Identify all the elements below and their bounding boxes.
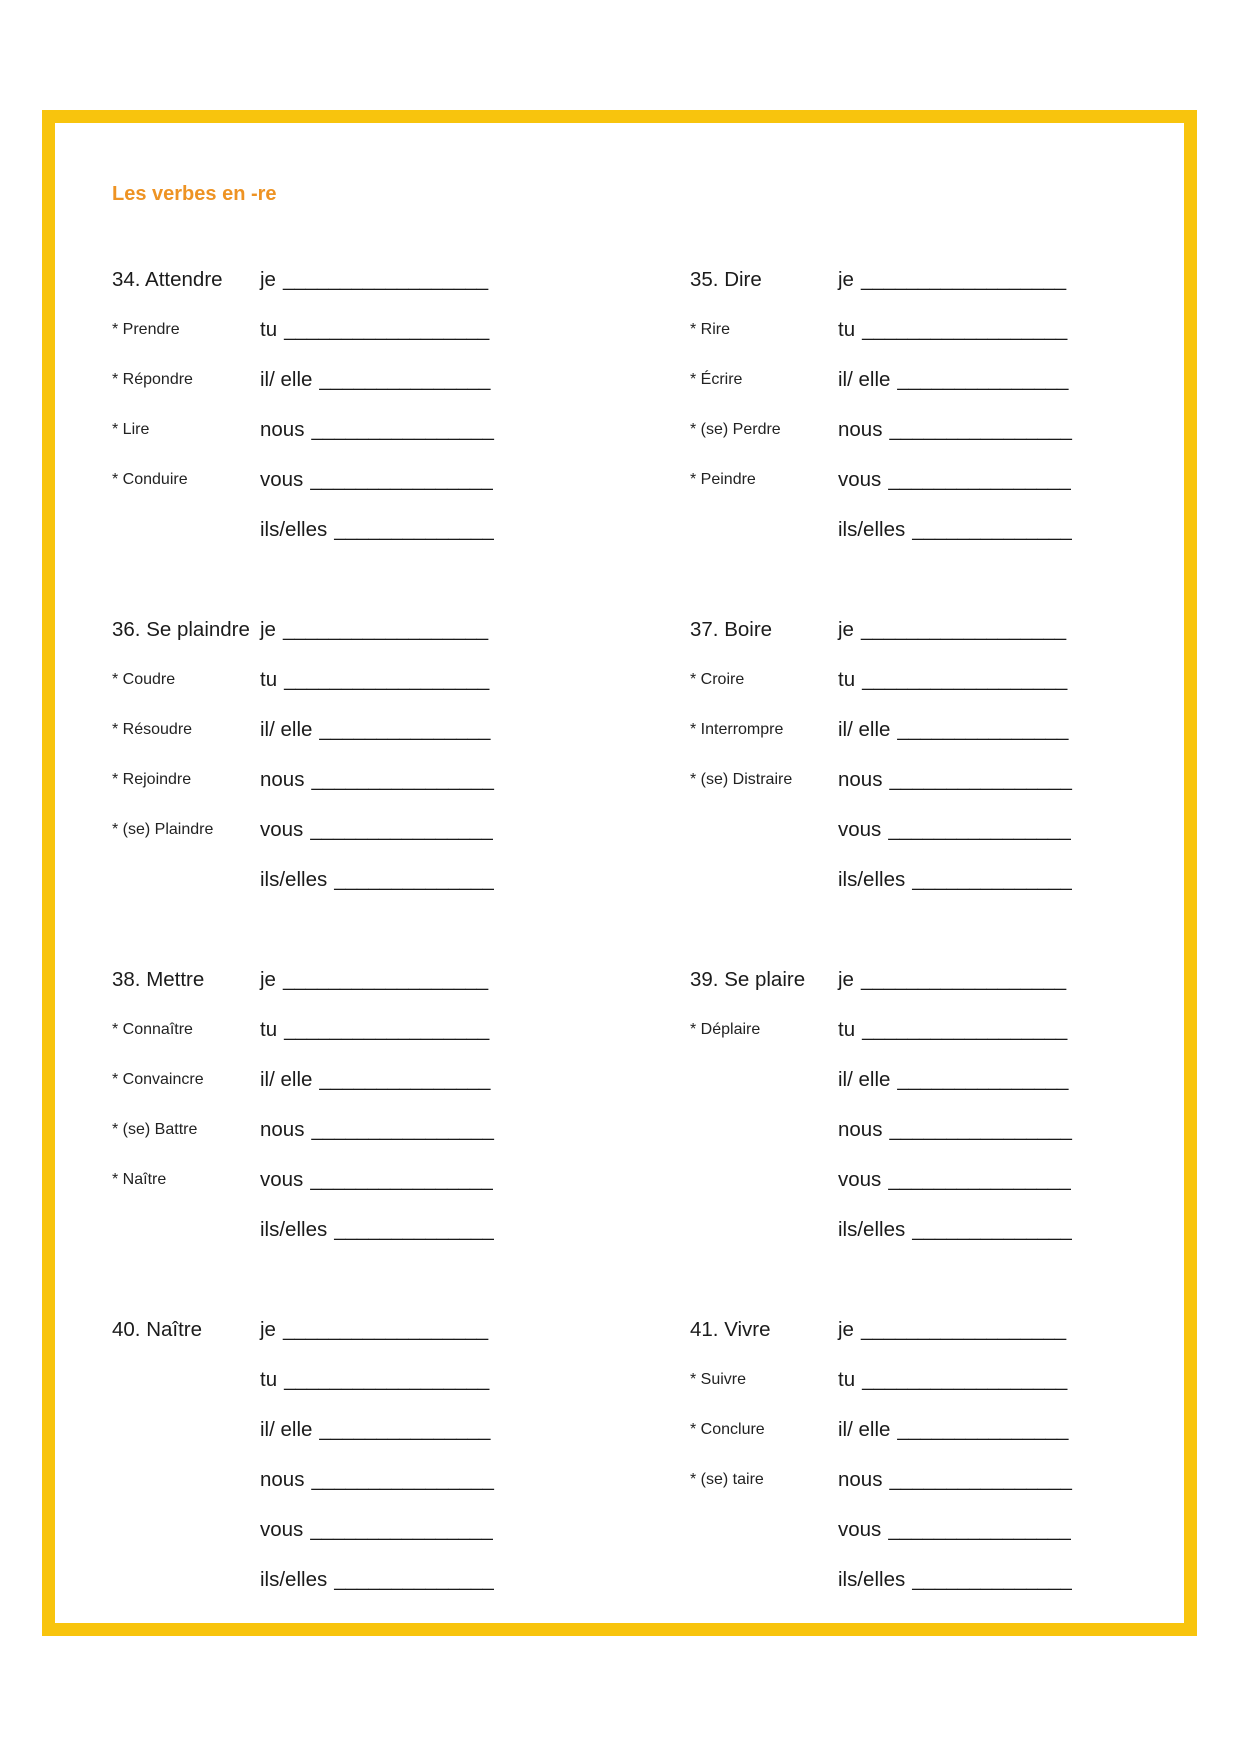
conjugation-row bbox=[112, 305, 690, 355]
exercise-block-36 bbox=[112, 605, 690, 905]
conjugation-row bbox=[112, 355, 690, 405]
conjugation-line bbox=[838, 418, 1072, 442]
section-title: 40. Naître bbox=[112, 1318, 203, 1341]
conjugation-row bbox=[112, 255, 690, 305]
conjugation-row bbox=[112, 1555, 690, 1605]
answer-blank-line: _______________ bbox=[319, 368, 491, 391]
answer-blank-line: __________________ bbox=[860, 1318, 1067, 1341]
section-title: 35. Dire bbox=[690, 268, 762, 291]
pronoun-label: ils/elles bbox=[838, 1218, 906, 1241]
pronoun-label: je bbox=[838, 618, 854, 641]
conjugation-line bbox=[838, 1518, 1071, 1542]
conjugation-line bbox=[838, 1118, 1072, 1142]
answer-blank-line: __________________ bbox=[860, 968, 1067, 991]
answer-blank-line: __________________ bbox=[284, 1018, 490, 1041]
hint-verb-label: * Conduire bbox=[112, 471, 188, 488]
conjugation-line bbox=[838, 1368, 1067, 1392]
conjugation-line bbox=[260, 418, 494, 442]
pronoun-label: ils/elles bbox=[838, 518, 906, 541]
pronoun-label: ils/elles bbox=[260, 1568, 328, 1591]
answer-blank-line: ______________ bbox=[334, 518, 494, 541]
conjugation-row bbox=[690, 455, 1144, 505]
conjugation-line bbox=[838, 1318, 1066, 1342]
section-title: 38. Mettre bbox=[112, 968, 205, 991]
conjugation-line bbox=[260, 518, 494, 542]
answer-blank-line: ________________ bbox=[889, 768, 1072, 791]
answer-blank-line: __________________ bbox=[862, 1368, 1068, 1391]
conjugation-line bbox=[260, 868, 494, 892]
conjugation-line bbox=[260, 268, 488, 292]
conjugation-row bbox=[112, 1005, 690, 1055]
conjugation-line bbox=[260, 368, 490, 392]
conjugation-row bbox=[112, 655, 690, 705]
conjugation-row bbox=[690, 1205, 1144, 1255]
conjugation-row bbox=[112, 1105, 690, 1155]
answer-blank-line: ________________ bbox=[310, 818, 493, 841]
pronoun-label: il/ elle bbox=[260, 1068, 313, 1091]
conjugation-row bbox=[112, 755, 690, 805]
answer-blank-line: __________________ bbox=[284, 318, 490, 341]
conjugation-row bbox=[112, 805, 690, 855]
pronoun-label: il/ elle bbox=[838, 1068, 891, 1091]
pronoun-label: je bbox=[838, 968, 854, 991]
answer-blank-line: ________________ bbox=[888, 818, 1071, 841]
answer-blank-line: ________________ bbox=[889, 1468, 1072, 1491]
pronoun-label: nous bbox=[260, 1468, 305, 1491]
conjugation-line bbox=[838, 1468, 1072, 1492]
conjugation-line bbox=[838, 818, 1071, 842]
pronoun-label: tu bbox=[260, 668, 278, 691]
conjugation-row bbox=[690, 655, 1144, 705]
pronoun-label: nous bbox=[838, 1118, 883, 1141]
answer-blank-line: __________________ bbox=[282, 618, 489, 641]
answer-blank-line: ________________ bbox=[311, 1468, 494, 1491]
conjugation-row bbox=[690, 1355, 1144, 1405]
answer-blank-line: __________________ bbox=[282, 968, 489, 991]
conjugation-row bbox=[690, 1005, 1144, 1055]
answer-blank-line: __________________ bbox=[862, 668, 1068, 691]
pronoun-label: tu bbox=[260, 1368, 278, 1391]
conjugation-line bbox=[260, 818, 493, 842]
answer-blank-line: __________________ bbox=[862, 318, 1068, 341]
answer-blank-line: __________________ bbox=[282, 268, 489, 291]
pronoun-label: ils/elles bbox=[838, 1568, 906, 1591]
conjugation-row bbox=[690, 255, 1144, 305]
pronoun-label: il/ elle bbox=[838, 718, 891, 741]
exercise-block-38 bbox=[112, 955, 690, 1255]
pronoun-label: vous bbox=[260, 1168, 304, 1191]
conjugation-line bbox=[838, 668, 1067, 692]
answer-blank-line: ________________ bbox=[888, 1518, 1071, 1541]
conjugation-line bbox=[260, 1568, 494, 1592]
hint-verb-label: * Écrire bbox=[690, 371, 743, 388]
pronoun-label: tu bbox=[838, 318, 856, 341]
conjugation-row bbox=[112, 455, 690, 505]
conjugation-line bbox=[838, 1168, 1071, 1192]
exercise-block-39 bbox=[690, 955, 1144, 1255]
answer-blank-line: __________________ bbox=[862, 1018, 1068, 1041]
conjugation-row bbox=[112, 1505, 690, 1555]
pronoun-label: vous bbox=[838, 818, 882, 841]
conjugation-row bbox=[690, 1155, 1144, 1205]
exercise-block-40 bbox=[112, 1305, 690, 1605]
hint-verb-label: * Suivre bbox=[690, 1371, 747, 1388]
conjugation-row bbox=[690, 305, 1144, 355]
answer-blank-line: ________________ bbox=[310, 1518, 493, 1541]
conjugation-line bbox=[260, 718, 490, 742]
conjugation-line bbox=[838, 968, 1066, 992]
pronoun-label: tu bbox=[838, 668, 856, 691]
section-title: 37. Boire bbox=[690, 618, 773, 641]
conjugation-line bbox=[838, 1418, 1068, 1442]
pronoun-label: je bbox=[260, 968, 276, 991]
conjugation-line bbox=[838, 768, 1072, 792]
answer-blank-line: ______________ bbox=[912, 1218, 1072, 1241]
hint-verb-label: * Peindre bbox=[690, 471, 756, 488]
answer-blank-line: ______________ bbox=[912, 1568, 1072, 1591]
conjugation-row bbox=[112, 1205, 690, 1255]
answer-blank-line: __________________ bbox=[284, 668, 490, 691]
conjugation-row bbox=[690, 1305, 1144, 1355]
answer-blank-line: ________________ bbox=[889, 418, 1072, 441]
conjugation-line bbox=[838, 1018, 1067, 1042]
answer-blank-line: __________________ bbox=[860, 618, 1067, 641]
pronoun-label: il/ elle bbox=[260, 718, 313, 741]
conjugation-row bbox=[112, 1355, 690, 1405]
pronoun-label: tu bbox=[260, 318, 278, 341]
hint-verb-label: * Interrompre bbox=[690, 721, 784, 738]
conjugation-row bbox=[112, 955, 690, 1005]
answer-blank-line: _______________ bbox=[319, 1418, 491, 1441]
answer-blank-line: _______________ bbox=[897, 1418, 1069, 1441]
pronoun-label: tu bbox=[838, 1018, 856, 1041]
hint-verb-label: * Rire bbox=[690, 321, 731, 338]
hint-verb-label: * Croire bbox=[690, 671, 745, 688]
conjugation-row bbox=[690, 1505, 1144, 1555]
conjugation-line bbox=[260, 1318, 488, 1342]
conjugation-row bbox=[690, 1555, 1144, 1605]
answer-blank-line: __________________ bbox=[282, 1318, 489, 1341]
pronoun-label: nous bbox=[260, 768, 305, 791]
exercise-block-41 bbox=[690, 1305, 1144, 1605]
answer-blank-line: ________________ bbox=[311, 768, 494, 791]
pronoun-label: il/ elle bbox=[260, 368, 313, 391]
conjugation-row bbox=[690, 855, 1144, 905]
conjugation-row bbox=[112, 1055, 690, 1105]
conjugation-row bbox=[690, 955, 1144, 1005]
conjugation-row bbox=[112, 705, 690, 755]
pronoun-label: il/ elle bbox=[260, 1418, 313, 1441]
pronoun-label: ils/elles bbox=[260, 518, 328, 541]
conjugation-line bbox=[838, 368, 1068, 392]
conjugation-line bbox=[260, 1218, 494, 1242]
conjugation-line bbox=[260, 1118, 494, 1142]
answer-blank-line: ________________ bbox=[889, 1118, 1072, 1141]
conjugation-row bbox=[112, 1405, 690, 1455]
conjugation-line bbox=[260, 1018, 489, 1042]
hint-verb-label: * Rejoindre bbox=[112, 771, 192, 788]
answer-blank-line: ______________ bbox=[334, 1568, 494, 1591]
answer-blank-line: __________________ bbox=[284, 1368, 490, 1391]
conjugation-line bbox=[260, 968, 488, 992]
pronoun-label: nous bbox=[260, 1118, 305, 1141]
hint-verb-label: * Résoudre bbox=[112, 721, 193, 738]
hint-verb-label: * Coudre bbox=[112, 671, 176, 688]
hint-verb-label: * Prendre bbox=[112, 321, 180, 338]
conjugation-row bbox=[690, 355, 1144, 405]
answer-blank-line: ______________ bbox=[334, 1218, 494, 1241]
conjugation-row bbox=[690, 605, 1144, 655]
conjugation-line bbox=[838, 268, 1066, 292]
pronoun-label: ils/elles bbox=[260, 1218, 328, 1241]
conjugation-row bbox=[690, 1055, 1144, 1105]
conjugation-line bbox=[838, 1218, 1072, 1242]
answer-blank-line: ______________ bbox=[912, 518, 1072, 541]
pronoun-label: vous bbox=[838, 468, 882, 491]
conjugation-line bbox=[260, 618, 488, 642]
hint-verb-label: * Répondre bbox=[112, 371, 193, 388]
conjugation-line bbox=[260, 1368, 489, 1392]
pronoun-label: nous bbox=[838, 1468, 883, 1491]
pronoun-label: ils/elles bbox=[838, 868, 906, 891]
pronoun-label: ils/elles bbox=[260, 868, 328, 891]
hint-verb-label: * (se) Distraire bbox=[690, 771, 793, 788]
conjugation-line bbox=[838, 868, 1072, 892]
pronoun-label: vous bbox=[260, 818, 304, 841]
pronoun-label: je bbox=[260, 618, 276, 641]
hint-verb-label: * (se) Plaindre bbox=[112, 821, 214, 838]
conjugation-line bbox=[260, 1068, 490, 1092]
conjugation-line bbox=[838, 1568, 1072, 1592]
conjugation-row bbox=[112, 605, 690, 655]
conjugation-row bbox=[690, 405, 1144, 455]
conjugation-row bbox=[112, 1455, 690, 1505]
conjugation-line bbox=[260, 768, 494, 792]
exercise-block-34 bbox=[112, 255, 690, 555]
conjugation-line bbox=[838, 618, 1066, 642]
answer-blank-line: ________________ bbox=[310, 1168, 493, 1191]
pronoun-label: vous bbox=[838, 1168, 882, 1191]
answer-blank-line: ________________ bbox=[311, 1118, 494, 1141]
exercise-block-35 bbox=[690, 255, 1144, 555]
pronoun-label: vous bbox=[260, 468, 304, 491]
section-title: 39. Se plaire bbox=[690, 968, 806, 991]
conjugation-line bbox=[260, 1418, 490, 1442]
exercise-block-37 bbox=[690, 605, 1144, 905]
pronoun-label: il/ elle bbox=[838, 368, 891, 391]
conjugation-row bbox=[690, 1105, 1144, 1155]
conjugation-row bbox=[112, 1155, 690, 1205]
conjugation-line bbox=[260, 1468, 494, 1492]
pronoun-label: tu bbox=[838, 1368, 856, 1391]
pronoun-label: vous bbox=[260, 1518, 304, 1541]
conjugation-line bbox=[838, 318, 1067, 342]
answer-blank-line: _______________ bbox=[897, 1068, 1069, 1091]
conjugation-line bbox=[260, 668, 489, 692]
conjugation-row bbox=[690, 505, 1144, 555]
conjugation-row bbox=[690, 755, 1144, 805]
pronoun-label: nous bbox=[260, 418, 305, 441]
hint-verb-label: * (se) Perdre bbox=[690, 421, 781, 438]
conjugation-row bbox=[690, 805, 1144, 855]
conjugation-line bbox=[838, 468, 1071, 492]
hint-verb-label: * (se) taire bbox=[690, 1471, 764, 1488]
conjugation-row bbox=[112, 1305, 690, 1355]
conjugation-line bbox=[260, 318, 489, 342]
answer-blank-line: ______________ bbox=[334, 868, 494, 891]
answer-blank-line: ________________ bbox=[310, 468, 493, 491]
hint-verb-label: * Déplaire bbox=[690, 1021, 761, 1038]
pronoun-label: je bbox=[260, 268, 276, 291]
pronoun-label: tu bbox=[260, 1018, 278, 1041]
answer-blank-line: __________________ bbox=[860, 268, 1067, 291]
conjugation-row bbox=[112, 505, 690, 555]
section-title: 41. Vivre bbox=[690, 1318, 771, 1341]
conjugation-row bbox=[690, 1405, 1144, 1455]
hint-verb-label: * Naître bbox=[112, 1171, 167, 1188]
hint-verb-label: * Lire bbox=[112, 421, 150, 438]
hint-verb-label: * Convaincre bbox=[112, 1071, 204, 1088]
hint-verb-label: * (se) Battre bbox=[112, 1121, 198, 1138]
pronoun-label: nous bbox=[838, 418, 883, 441]
answer-blank-line: _______________ bbox=[319, 1068, 491, 1091]
conjugation-line bbox=[838, 518, 1072, 542]
conjugation-line bbox=[838, 1068, 1068, 1092]
answer-blank-line: ________________ bbox=[311, 418, 494, 441]
hint-verb-label: * Conclure bbox=[690, 1421, 765, 1438]
pronoun-label: je bbox=[260, 1318, 276, 1341]
section-title: 36. Se plaindre bbox=[112, 618, 250, 641]
page-title: Les verbes en -re bbox=[112, 183, 277, 205]
conjugation-row bbox=[690, 705, 1144, 755]
pronoun-label: nous bbox=[838, 768, 883, 791]
section-title: 34. Attendre bbox=[112, 268, 223, 291]
pronoun-label: il/ elle bbox=[838, 1418, 891, 1441]
conjugation-row bbox=[112, 405, 690, 455]
conjugation-line bbox=[260, 1168, 493, 1192]
pronoun-label: je bbox=[838, 268, 854, 291]
answer-blank-line: _______________ bbox=[897, 718, 1069, 741]
answer-blank-line: ________________ bbox=[888, 468, 1071, 491]
pronoun-label: je bbox=[838, 1318, 854, 1341]
conjugation-row bbox=[690, 1455, 1144, 1505]
conjugation-row bbox=[112, 855, 690, 905]
hint-verb-label: * Connaître bbox=[112, 1021, 193, 1038]
answer-blank-line: ______________ bbox=[912, 868, 1072, 891]
exercises-grid bbox=[112, 255, 1144, 1605]
conjugation-line bbox=[260, 1518, 493, 1542]
answer-blank-line: _______________ bbox=[319, 718, 491, 741]
conjugation-line bbox=[260, 468, 493, 492]
conjugation-line bbox=[838, 718, 1068, 742]
answer-blank-line: _______________ bbox=[897, 368, 1069, 391]
answer-blank-line: ________________ bbox=[888, 1168, 1071, 1191]
pronoun-label: vous bbox=[838, 1518, 882, 1541]
